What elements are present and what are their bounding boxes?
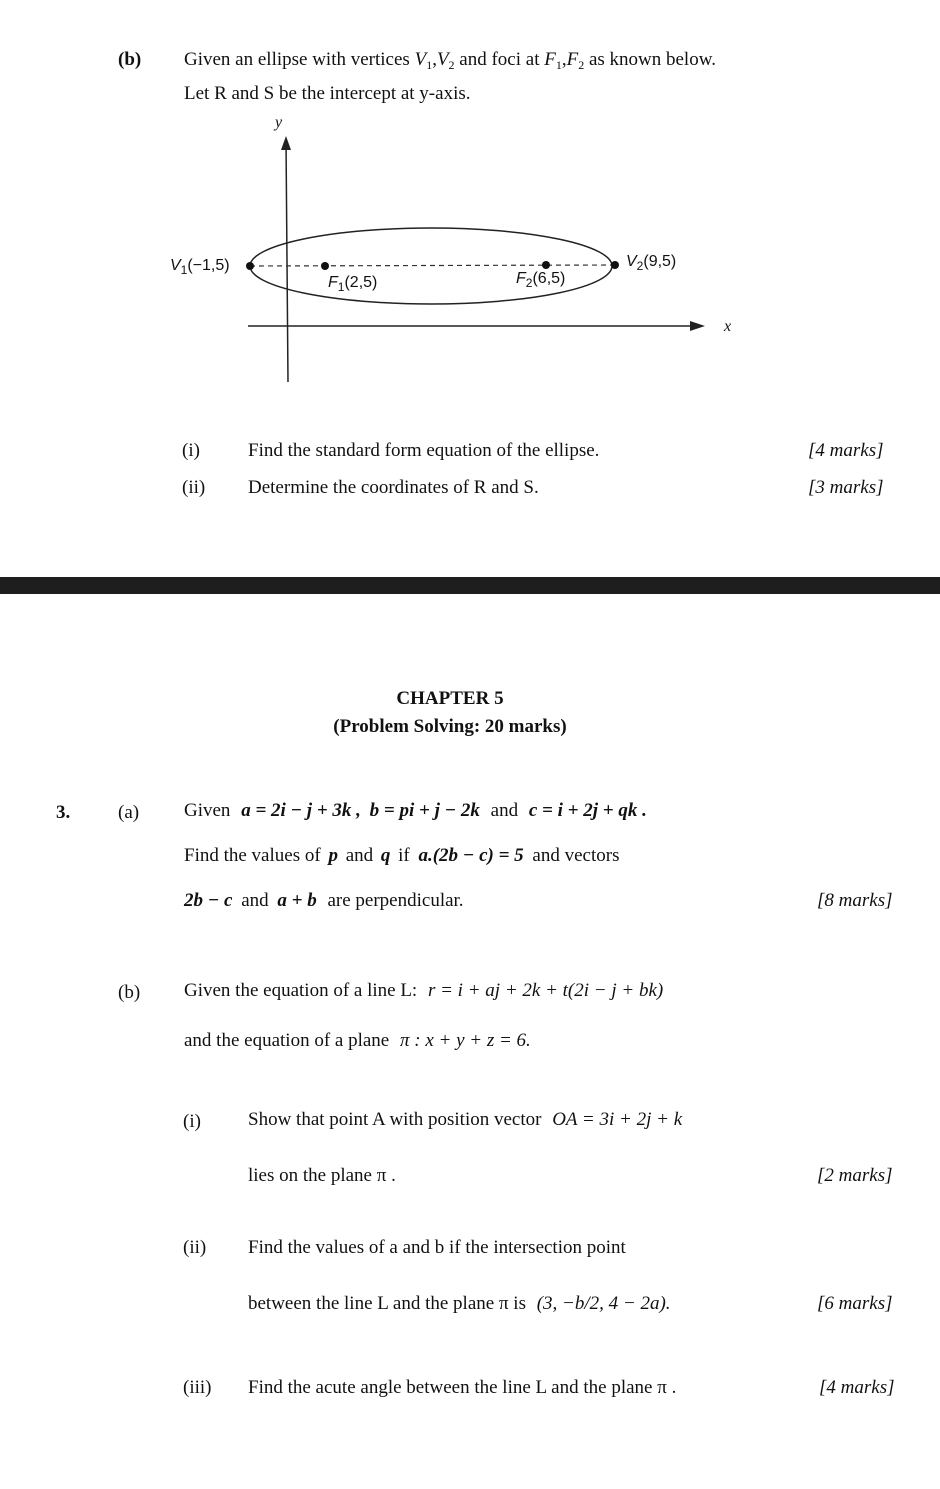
q3b-iii-text: Find the acute angle between the line L and the plane π . <box>248 1377 677 1398</box>
q3a-line1: Given a = 2i − j + 3k , b = pi + j − 2k and c = i + 2j + qk . <box>184 800 647 821</box>
question-b-ii-text: Determine the coordinates of R and S. <box>248 477 539 498</box>
q3a-line2: Find the values of p and q if a.(2b − c) = 5 and vectors <box>184 845 620 866</box>
vertex-v2-point <box>611 261 619 269</box>
q3a-line3: 2b − c and a + b are perpendicular. <box>184 890 464 911</box>
part-label: (b) <box>118 49 142 70</box>
focus-f1-point <box>321 262 329 270</box>
part-b-label: (b) <box>118 982 141 1003</box>
q3b-i-number: (i) <box>183 1111 201 1132</box>
question-b-i-number: (i) <box>182 440 200 461</box>
y-axis-arrow <box>281 136 291 150</box>
page-divider <box>0 577 940 594</box>
q3b-i-text: Show that point A with position vector OA = 3i + 2j + k <box>248 1109 683 1130</box>
q3b-iii-number: (iii) <box>183 1377 212 1398</box>
q3b-line-equation: Given the equation of a line L: r = i + aj + 2k + t(2i − j + bk) <box>184 980 664 1001</box>
y-axis-label: y <box>275 114 283 131</box>
vertex-v2-label: $V_2(9,5)$ <box>626 253 677 273</box>
chapter-subtitle: (Problem Solving: 20 marks) <box>333 716 567 737</box>
major-axis-dashed <box>250 265 615 266</box>
question-number: 3. <box>56 802 71 823</box>
q3b-ii-text-cont: between the line L and the plane π is (3, −b/2, 4 − 2a). <box>248 1293 671 1314</box>
focus-f1-label: $F_1(2,5)$ <box>328 274 378 294</box>
q3b-plane-equation: and the equation of a plane π : x + y + z = 6. <box>184 1030 531 1051</box>
ellipse-graph <box>150 110 770 390</box>
vertex-v1-point <box>246 262 254 270</box>
chapter-title: CHAPTER 5 <box>396 688 504 709</box>
q3b-i-marks: [2 marks] <box>817 1165 893 1186</box>
y-axis <box>286 140 288 382</box>
q3b-i-text-cont: lies on the plane π . <box>248 1165 396 1186</box>
part-b-intro: Given an ellipse with vertices $V_1,V_2$ and foci at $F_1,F_2$ as known below. <box>184 49 716 72</box>
question-b-ii-number: (ii) <box>182 477 206 498</box>
q3b-ii-text: Find the values of a and b if the intersection point <box>248 1237 626 1258</box>
question-b-ii-marks: [3 marks] <box>808 477 884 498</box>
question-b-i-marks: [4 marks] <box>808 440 884 461</box>
part-b-intercept-line: Let R and S be the intercept at y-axis. <box>184 83 471 104</box>
q3b-ii-number: (ii) <box>183 1237 207 1258</box>
vertex-v1-label: $V_1(-1,5)$ <box>170 257 230 277</box>
x-axis-arrow <box>690 321 705 331</box>
focus-f2-label: $F_2(6,5)$ <box>516 270 566 290</box>
part-a-label: (a) <box>118 802 140 823</box>
q3a-marks: [8 marks] <box>817 890 893 911</box>
focus-f2-point <box>542 261 550 269</box>
q3b-iii-marks: [4 marks] <box>819 1377 895 1398</box>
q3b-ii-marks: [6 marks] <box>817 1293 893 1314</box>
x-axis-label: x <box>724 318 732 335</box>
question-b-i-text: Find the standard form equation of the ellipse. <box>248 440 600 461</box>
